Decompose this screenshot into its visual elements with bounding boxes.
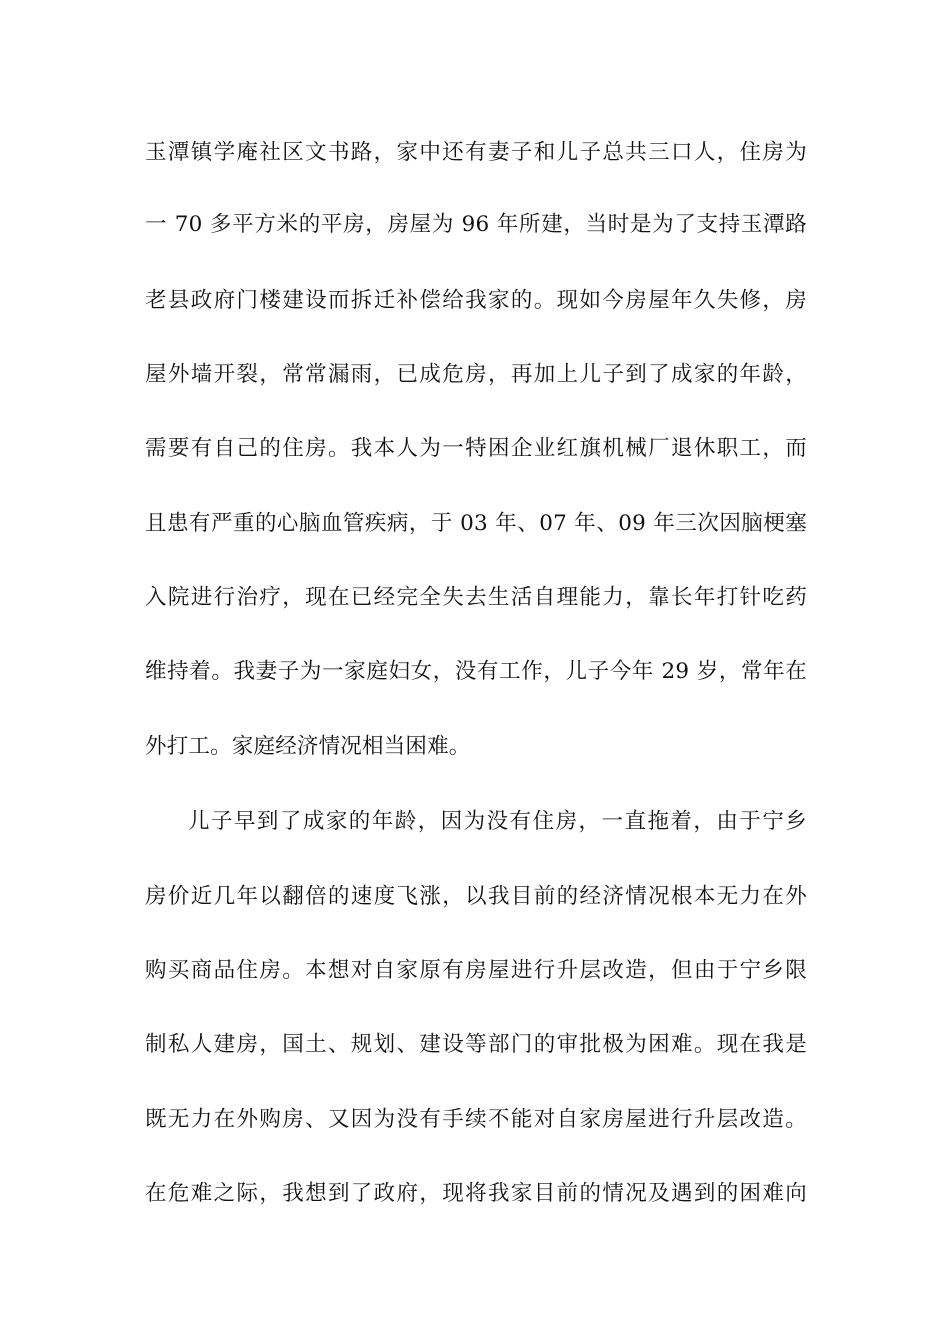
text-line-6: 且患有严重的心脑血管疾病，于 03 年、07 年、09 年三次因脑梗塞	[145, 511, 807, 536]
text-line-9: 外打工。家庭经济情况相当困难。	[145, 734, 471, 759]
text-line-8: 维持着。我妻子为一家庭妇女，没有工作，儿子今年 29 岁，常年在	[145, 659, 807, 684]
paragraph-2-line-1: 儿子早到了成家的年龄，因为没有住房，一直拖着，由于宁乡	[188, 809, 807, 834]
text-line-3: 老县政府门楼建设而拆迁补偿给我家的。现如今房屋年久失修，房	[145, 288, 807, 313]
text-line-7: 入院进行治疗，现在已经完全失去生活自理能力，靠长年打针吃药	[145, 585, 807, 610]
text-line-2: 一 70 多平方米的平房，房屋为 96 年所建，当时是为了支持玉潭路	[145, 212, 807, 237]
paragraph-2-line-3: 购买商品住房。本想对自家原有房屋进行升层改造，但由于宁乡限	[145, 958, 807, 983]
paragraph-2-line-6: 在危难之际，我想到了政府，现将我家目前的情况及遇到的困难向	[145, 1181, 807, 1206]
text-line-4: 屋外墙开裂，常常漏雨，已成危房，再加上儿子到了成家的年龄，	[145, 362, 807, 387]
paragraph-2-line-2: 房价近几年以翻倍的速度飞涨，以我目前的经济情况根本无力在外	[145, 884, 807, 909]
text-line-5: 需要有自己的住房。我本人为一特困企业红旗机械厂退休职工，而	[145, 436, 807, 461]
text-line-1: 玉潭镇学庵社区文书路，家中还有妻子和儿子总共三口人，住房为	[145, 140, 807, 165]
paragraph-2-line-5: 既无力在外购房、又因为没有手续不能对自家房屋进行升层改造。	[145, 1107, 807, 1132]
paragraph-2-line-4: 制私人建房，国土、规划、建设等部门的审批极为困难。现在我是	[145, 1032, 807, 1057]
